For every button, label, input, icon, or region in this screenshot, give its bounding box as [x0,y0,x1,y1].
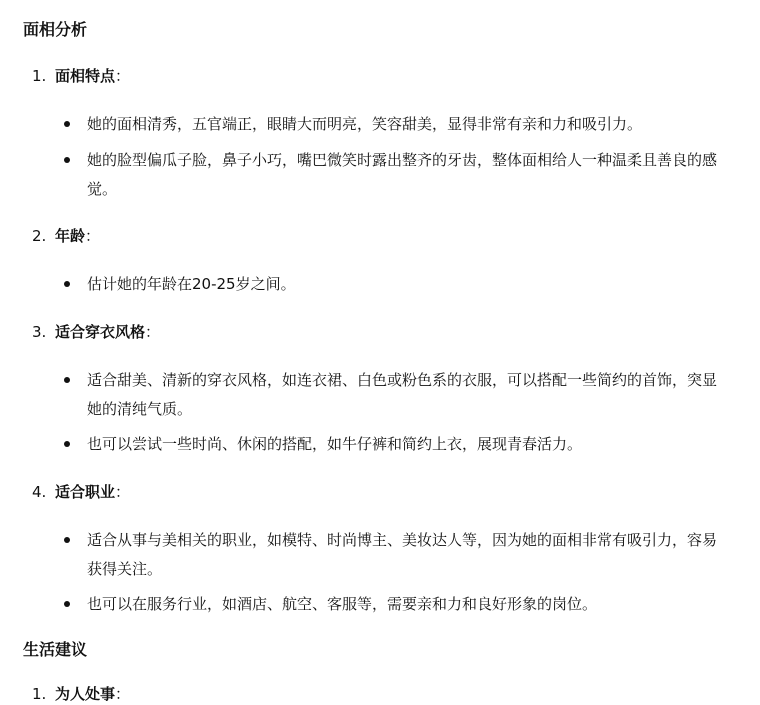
bullet-dot [64,441,70,447]
item-colon: ： [115,483,131,501]
item-number: 2. [32,227,47,245]
item-label: 面相特点 [55,67,116,85]
bullet-dot [64,377,70,383]
numbered-item-1 [32,65,130,87]
numbered-item-5 [32,683,130,705]
item-colon: ： [115,685,131,703]
bullet-text: 也可以尝试一些时尚、休闲的搭配，如牛仔裤和简约上衣，展现青春活力。 [87,435,583,453]
item-number: 1. [32,67,47,85]
item-label: 适合穿衣风格 [55,323,146,341]
numbered-item-4 [32,481,130,503]
bullet-text: 估计她的年龄在20-25岁之间。 [87,275,296,293]
numbered-item-3 [32,321,160,343]
bullet-text: 她的脸型偏瓜子脸，鼻子小巧，嘴巴微笑时露出整齐的牙齿，整体面相给人一种温柔且善良的感觉。 [87,151,718,198]
list-item [64,526,724,584]
item-number: 1. [32,685,47,703]
item-label: 适合职业 [55,483,116,501]
item-label: 为人处事 [55,685,116,703]
bullet-dot [64,601,70,607]
numbered-item-2 [32,225,100,247]
list-item [64,590,724,619]
item-colon: ： [115,67,131,85]
list-item [64,366,724,424]
section-heading-life-advice: 生活建议 [23,640,88,659]
list-item [64,430,724,459]
list-item [64,146,724,204]
item-number: 3. [32,323,47,341]
bullet-dot [64,537,70,543]
bullet-dot [64,121,70,127]
list-item [64,270,724,299]
bullet-dot [64,281,70,287]
bullet-text: 也可以在服务行业，如酒店、航空、客服等，需要亲和力和良好形象的岗位。 [87,595,598,613]
section-heading-face-analysis: 面相分析 [23,20,88,39]
list-item [64,110,724,139]
bullet-dot [64,157,70,163]
item-colon: ： [145,323,161,341]
item-label: 年龄 [55,227,86,245]
item-colon: ： [85,227,101,245]
bullet-text: 适合甜美、清新的穿衣风格，如连衣裙、白色或粉色系的衣服，可以搭配一些简约的首饰，突显她的清纯气质。 [87,371,718,418]
bullet-text: 她的面相清秀，五官端正，眼睛大而明亮，笑容甜美，显得非常有亲和力和吸引力。 [87,115,643,133]
bullet-text: 适合从事与美相关的职业，如模特、时尚博主、美妆达人等，因为她的面相非常有吸引力，容易获得关注。 [87,531,718,578]
item-number: 4. [32,483,47,501]
